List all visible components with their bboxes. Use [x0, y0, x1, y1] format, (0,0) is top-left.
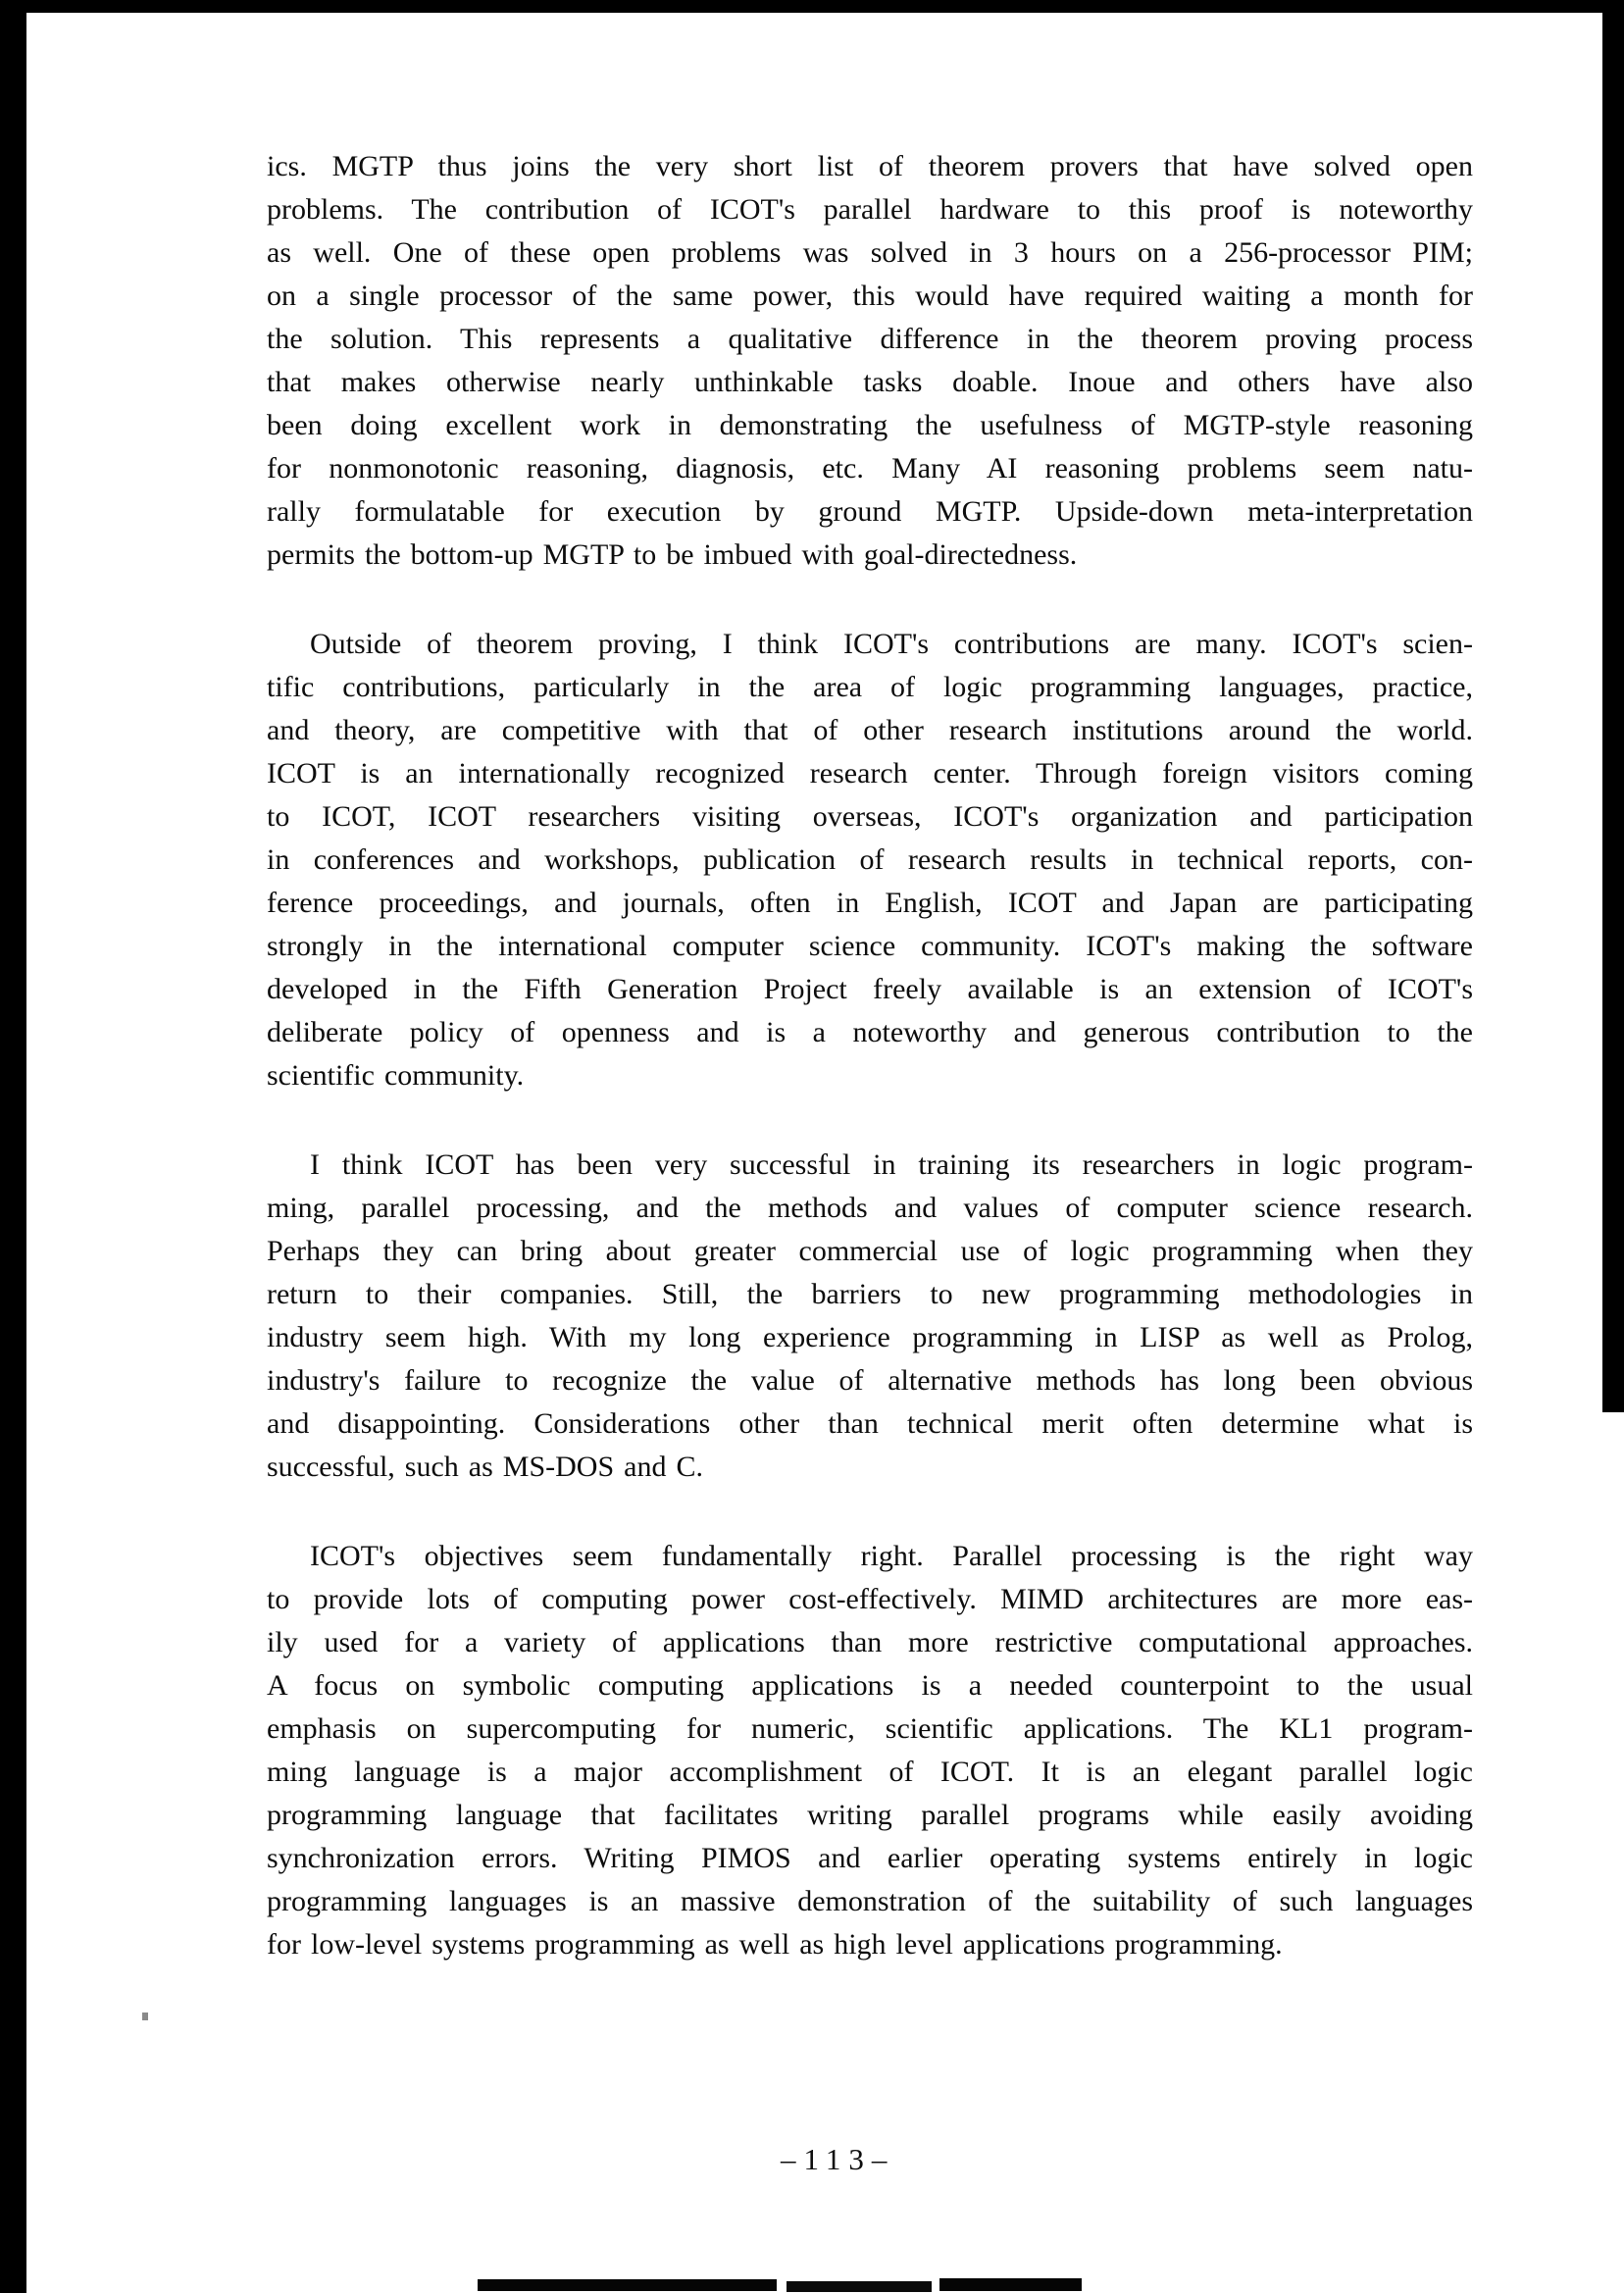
paragraph: [267, 1144, 1473, 1489]
text-line: permits the bottom-up MGTP to be imbued with goal-directedness.: [267, 538, 1078, 571]
text-line: for nonmonotonic reasoning, diagnosis, etc. Many AI reasoning problems seem natu-: [267, 452, 1473, 484]
text-line: ics. MGTP thus joins the very short list of theorem provers that have solved open: [267, 150, 1473, 182]
scan-artifact-bottom-smudge: [787, 2281, 932, 2292]
text-line: ming, parallel processing, and the methods and values of computer science research.: [267, 1192, 1473, 1224]
text-line: Outside of theorem proving, I think ICOT's contributions are many. ICOT's scien-: [310, 628, 1473, 660]
paragraph: [267, 623, 1473, 1097]
paragraph: [267, 1535, 1473, 1966]
text-line: return to their companies. Still, the barriers to new programming methodologies in: [267, 1278, 1473, 1310]
text-line: to ICOT, ICOT researchers visiting overseas, ICOT's organization and participation: [267, 800, 1473, 833]
text-line: scientific community.: [267, 1059, 525, 1092]
text-line: rally formulatable for execution by ground MGTP. Upside-down meta-interpretation: [267, 495, 1473, 528]
text-line: emphasis on supercomputing for numeric, scientific applications. The KL1 program-: [267, 1712, 1473, 1745]
text-line: ference proceedings, and journals, often in English, ICOT and Japan are participating: [267, 887, 1473, 919]
text-line: successful, such as MS-DOS and C.: [267, 1451, 703, 1483]
scan-artifact-bottom-smudge: [478, 2279, 777, 2291]
text-line: ICOT's objectives seem fundamentally right. Parallel processing is the right way: [310, 1540, 1473, 1572]
page-number: –113–: [781, 2142, 895, 2176]
text-line: as well. One of these open problems was solved in 3 hours on a 256-processor PIM;: [267, 236, 1473, 269]
paragraph: [267, 145, 1473, 577]
scan-artifact-bottom-smudge: [939, 2278, 1082, 2291]
page-text: [267, 145, 1473, 2013]
text-line: to provide lots of computing power cost-effectively. MIMD architectures are more eas-: [267, 1583, 1473, 1615]
text-line: and theory, are competitive with that of other research institutions around the world.: [267, 714, 1473, 746]
text-line: the solution. This represents a qualitative difference in the theorem proving process: [267, 323, 1473, 355]
text-line: in conferences and workshops, publication of research results in technical reports, con-: [267, 843, 1473, 876]
text-line: strongly in the international computer science community. ICOT's making the software: [267, 930, 1473, 962]
text-line: A focus on symbolic computing applications is a needed counterpoint to the usual: [267, 1669, 1473, 1702]
text-line: deliberate policy of openness and is a noteworthy and generous contribution to the: [267, 1016, 1473, 1048]
text-line: ily used for a variety of applications than more restrictive computational approaches.: [267, 1626, 1473, 1658]
scan-artifact-speck: [142, 2013, 148, 2020]
text-line: ming language is a major accomplishment of ICOT. It is an elegant parallel logic: [267, 1756, 1473, 1788]
text-line: industry's failure to recognize the value of alternative methods has long been obvious: [267, 1364, 1473, 1397]
text-line: tific contributions, particularly in the area of logic programming languages, practice,: [267, 671, 1473, 703]
text-line: I think ICOT has been very successful in training its researchers in logic program-: [310, 1148, 1473, 1181]
text-line: on a single processor of the same power, this would have required waiting a month for: [267, 280, 1473, 312]
text-line: ICOT is an internationally recognized research center. Through foreign visitors coming: [267, 757, 1473, 790]
text-line: synchronization errors. Writing PIMOS and earlier operating systems entirely in logic: [267, 1842, 1473, 1874]
text-line: Perhaps they can bring about greater commercial use of logic programming when they: [267, 1235, 1473, 1267]
scan-artifact-left-edge: [0, 0, 26, 2293]
text-line: that makes otherwise nearly unthinkable tasks doable. Inoue and others have also: [267, 366, 1473, 398]
text-line: programming language that facilitates writing parallel programs while easily avoiding: [267, 1799, 1473, 1831]
text-line: been doing excellent work in demonstrating the usefulness of MGTP-style reasoning: [267, 409, 1473, 441]
text-line: and disappointing. Considerations other than technical merit often determine what is: [267, 1407, 1473, 1440]
text-line: programming languages is an massive demonstration of the suitability of such languages: [267, 1885, 1473, 1917]
text-line: developed in the Fifth Generation Project freely available is an extension of ICOT's: [267, 973, 1473, 1005]
scan-artifact-right-edge: [1602, 0, 1624, 1412]
text-line: problems. The contribution of ICOT's parallel hardware to this proof is noteworthy: [267, 193, 1473, 226]
text-line: for low-level systems programming as well as high level applications programming.: [267, 1928, 1283, 1961]
scan-artifact-top-edge: [0, 0, 1624, 13]
text-line: industry seem high. With my long experience programming in LISP as well as Prolog,: [267, 1321, 1473, 1353]
